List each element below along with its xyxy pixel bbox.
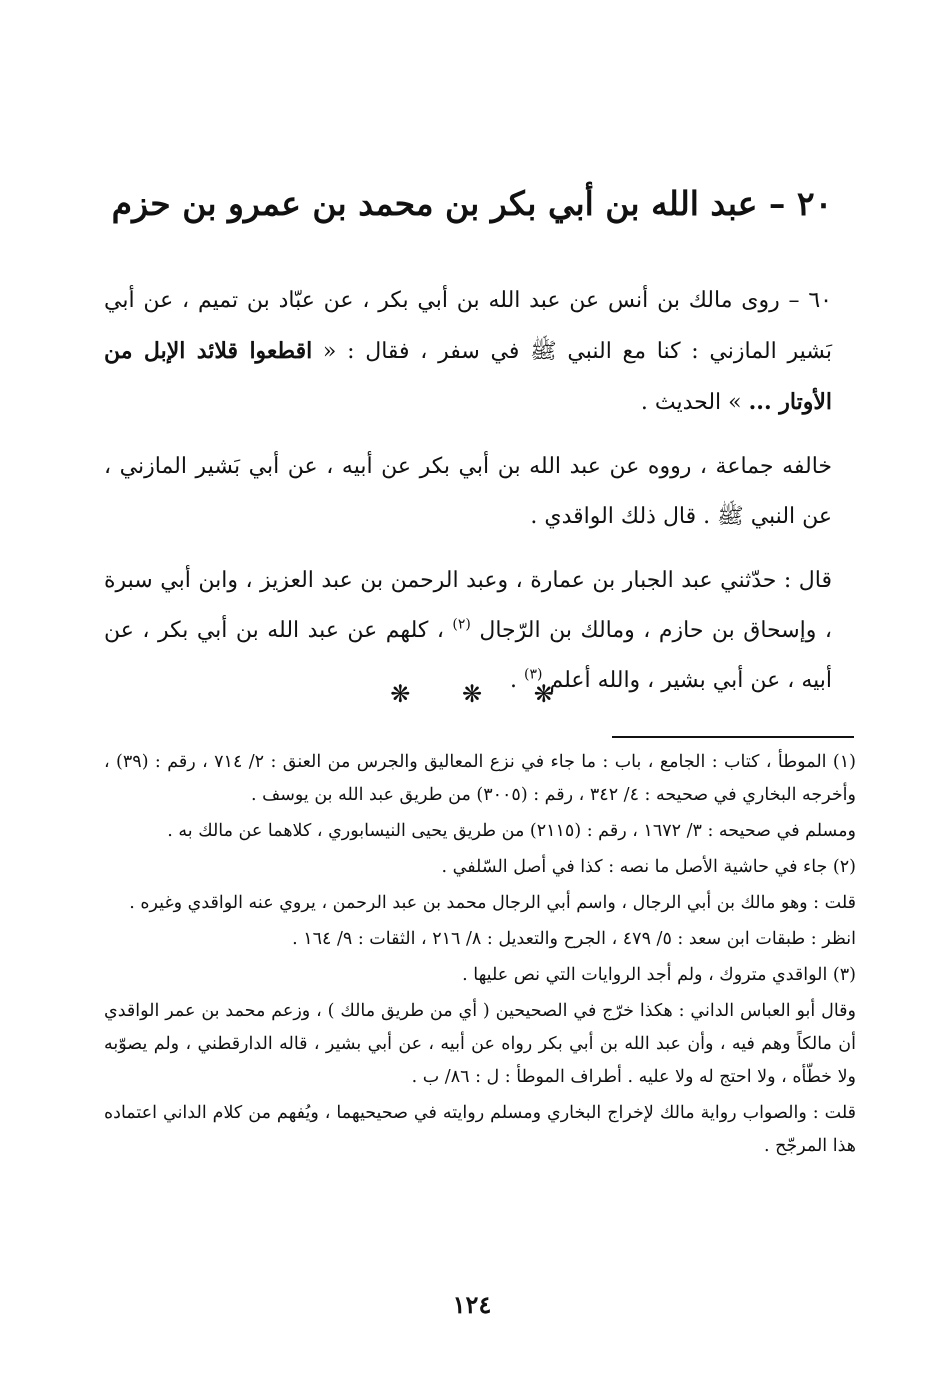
- waqidi-text-end: .: [510, 668, 525, 693]
- footnote-ref-3[interactable]: (٣): [524, 666, 543, 683]
- footnote-2-note: قلت : وهو مالك بن أبي الرجال ، واسم أبي الرجال محمد بن عبد الرحمن ، يروي عنه الواقدي وغيره .: [129, 893, 856, 913]
- star-ornament-icon: ❋: [533, 680, 554, 708]
- section-separator: [0, 680, 944, 708]
- footnote-1: (١) الموطأ ، كتاب : الجامع ، باب : ما جاء في نزع المعاليق والجرس من العنق : ٢/ ٧١٤ ، رقم : (٣٩) ، وأخرجه البخاري في صحيحه : ٤/ ٣٤٢ ، رقم : (٣٠٠٥) من طريق عبد الله بن يوسف .: [104, 752, 856, 805]
- hadith-quote: اقطعوا قلائد الإبل من الأوتار ...: [104, 338, 832, 415]
- footnote-3-dani: وقال أبو العباس الداني : هكذا خرّج في الصحيحين ( أي من طريق مالك ) ، وزعم محمد بن عمر الواقدي أن مالكاً وهم فيه ، وأن عبد الله بن أبي بكر رواه عن أبيه ، عن أبي بشير ، قاله الدارقطني ، ولم يصوّبه ولا خطّأه ، ولا احتج له ولا عليه . أطراف الموطأ : ل : ٨٦/ ب .: [104, 1001, 856, 1087]
- page-number: ١٢٤: [452, 1290, 492, 1319]
- footnote-3: (٣) الواقدي متروك ، ولم أجد الروايات التي نص عليها .: [462, 965, 856, 985]
- footnote-divider: [612, 736, 854, 738]
- star-ornament-icon: ❋: [461, 680, 483, 708]
- chapter-title: ٢٠ – عبد الله بن أبي بكر بن محمد بن عمرو بن حزم: [111, 184, 833, 224]
- footnote-2: (٢) جاء في حاشية الأصل ما نصه : كذا في أصل السّلفي .: [441, 857, 856, 877]
- paragraph-opposition: خالفه جماعة ، رووه عن عبد الله بن أبي بكر عن أبيه ، عن أبي بَشير المازني ، عن النبي ﷺ . قال ذلك الواقدي .: [104, 454, 832, 529]
- star-ornament-icon: ❋: [390, 680, 411, 708]
- waqidi-text-cont: ، كلهم عن عبد الله بن أبي بكر ، عن أبيه ، عن أبي بشير ، والله أعلم: [104, 618, 832, 693]
- waqidi-text: قال : حدّثني عبد الجبار بن عمارة ، وعبد الرحمن بن عبد العزيز ، وابن أبي سبرة ، وإسحاق بن حازم ، ومالك بن الرّجال: [104, 568, 832, 643]
- main-text: [104, 276, 854, 706]
- hadith-paragraph: [104, 276, 854, 428]
- footnote-ref-2[interactable]: (٢): [452, 616, 471, 633]
- footnote-1-cont: ومسلم في صحيحه : ٣/ ١٦٧٢ ، رقم : (٢١١٥) من طريق يحيى النيسابوري ، كلاهما عن مالك به .: [167, 821, 856, 841]
- footnote-3-conclusion: قلت : والصواب رواية مالك لإخراج البخاري ومسلم روايته في صحيحيهما ، ويُفهم من كلام الداني اعتماده هذا المرجّح .: [104, 1103, 856, 1156]
- footnotes: [104, 746, 856, 1163]
- footnote-2-refs: انظر : طبقات ابن سعد : ٥/ ٤٧٩ ، الجرح والتعديل : ٨/ ٢١٦ ، الثقات : ٩/ ١٦٤ .: [292, 929, 856, 949]
- hadith-closing: » الحديث .: [640, 390, 749, 415]
- hadith-text: ٦٠ – روى مالك بن أنس عن عبد الله بن أبي بكر ، عن عبّاد بن تميم ، عن أبي بَشير المازني : كنا مع النبي ﷺ في سفر ، فقال : «: [104, 288, 832, 364]
